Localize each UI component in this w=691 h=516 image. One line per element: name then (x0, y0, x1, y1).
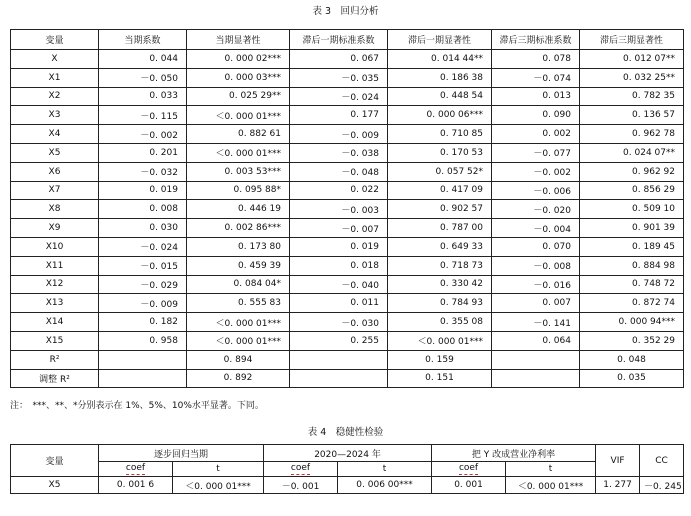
table-cell: 0. 057 52* (388, 162, 492, 181)
table4-sub-header: t (338, 462, 432, 477)
table-row (11, 143, 684, 162)
table-cell: 0. 151 (388, 369, 492, 388)
table-cell: 0. 002 86*** (187, 219, 290, 238)
table-cell: 0. 330 42 (388, 275, 492, 294)
table4-sub-header: t (173, 462, 264, 477)
column-header: 滞后一期标准系数 (290, 30, 388, 50)
table-cell: 0. 173 80 (187, 237, 290, 256)
table-cell: 0. 892 (187, 369, 290, 388)
table4-group-header: 把 Y 改成营业净利率 (432, 445, 596, 462)
table-cell: 0. 002 (492, 125, 580, 144)
table-cell: －0. 002 (492, 162, 580, 181)
table-cell: 0. 649 33 (388, 237, 492, 256)
table-cell (290, 369, 388, 388)
table-cell: ＜0. 000 01*** (173, 477, 264, 494)
table-cell: 0. 000 03*** (187, 68, 290, 87)
table-cell: 0. 019 (290, 237, 388, 256)
table-cell: －0. 004 (492, 219, 580, 238)
variable-name: X14 (11, 313, 99, 332)
table-cell: ＜0. 000 01*** (187, 143, 290, 162)
fit-row (11, 369, 684, 388)
table-cell: 0. 962 92 (580, 162, 684, 181)
fit-label: R² (11, 350, 99, 369)
table-cell: －0. 006 (492, 181, 580, 200)
table-cell: 0. 872 74 (580, 294, 684, 313)
table-cell: 0. 001 (432, 477, 506, 494)
column-header: 滞后一期显著性 (388, 30, 492, 50)
table-cell: 0. 509 10 (580, 200, 684, 219)
table-cell: －0. 007 (290, 219, 388, 238)
table-cell: 0. 446 19 (187, 200, 290, 219)
table-cell: 0. 000 94*** (580, 313, 684, 332)
variable-name: X15 (11, 331, 99, 350)
table-row (11, 237, 684, 256)
table-cell: 0. 159 (388, 350, 492, 369)
table-cell: 0. 024 07** (580, 143, 684, 162)
table-cell: 0. 355 08 (388, 313, 492, 332)
table-cell: 0. 044 (99, 50, 187, 69)
table-cell: 0. 882 61 (187, 125, 290, 144)
table-cell: 0. 902 57 (388, 200, 492, 219)
table-cell: －0. 009 (99, 294, 187, 313)
table-cell: 0. 255 (290, 331, 388, 350)
table-cell (99, 369, 187, 388)
table4-row (11, 477, 684, 494)
table-cell: －0. 141 (492, 313, 580, 332)
variable-name: X7 (11, 181, 99, 200)
table4-caption: 表 4 稳健性检验 (307, 427, 384, 438)
table-cell: －0. 032 (99, 162, 187, 181)
table3-caption: 表 3 回归分析 (312, 6, 379, 17)
table-row (11, 219, 684, 238)
table-cell: 0. 901 39 (580, 219, 684, 238)
table4-sub-header: t (506, 462, 596, 477)
table-cell: 0. 182 (99, 313, 187, 332)
table-cell: ＜0. 000 01*** (506, 477, 596, 494)
table-cell: 0. 064 (492, 331, 580, 350)
robustness-table (10, 444, 684, 494)
column-header: 当期显著性 (187, 30, 290, 50)
table-cell: 0. 022 (290, 181, 388, 200)
table-cell: 0. 894 (187, 350, 290, 369)
table-cell: －0. 001 (264, 477, 338, 494)
table-cell: －0. 245 (640, 477, 684, 494)
table-cell: 0. 018 (290, 256, 388, 275)
table-cell: 0. 006 00*** (338, 477, 432, 494)
table-cell: 0. 884 98 (580, 256, 684, 275)
table-row (11, 275, 684, 294)
table-cell: 0. 748 72 (580, 275, 684, 294)
table-row (11, 68, 684, 87)
table-cell: 0. 136 57 (580, 106, 684, 125)
table-cell: －0. 035 (290, 68, 388, 87)
variable-name: X6 (11, 162, 99, 181)
table-cell: 0. 718 73 (388, 256, 492, 275)
variable-name: X4 (11, 125, 99, 144)
table-cell: 0. 067 (290, 50, 388, 69)
table-cell: 0. 090 (492, 106, 580, 125)
table-cell: －0. 015 (99, 256, 187, 275)
column-header: 滞后三期显著性 (580, 30, 684, 50)
table-cell: ＜0. 000 01*** (187, 331, 290, 350)
table4-cc-header: CC (640, 445, 684, 477)
table-row (11, 294, 684, 313)
table-cell: －0. 003 (290, 200, 388, 219)
table-cell: －0. 024 (99, 237, 187, 256)
table-cell: 0. 084 04* (187, 275, 290, 294)
variable-name: X3 (11, 106, 99, 125)
column-header: 当期系数 (99, 30, 187, 50)
table-cell: 0. 048 (580, 350, 684, 369)
table-cell: 0. 189 45 (580, 237, 684, 256)
regression-table (10, 29, 684, 388)
table-cell (290, 350, 388, 369)
table-cell: 0. 008 (99, 200, 187, 219)
table-cell: 0. 070 (492, 237, 580, 256)
variable-name: X2 (11, 87, 99, 106)
column-header: 变量 (11, 30, 99, 50)
table-cell: 0. 459 39 (187, 256, 290, 275)
table-cell: 0. 787 00 (388, 219, 492, 238)
column-header: 滞后三期标准系数 (492, 30, 580, 50)
table-cell: －0. 008 (492, 256, 580, 275)
significance-note: 注： ***、**、*分别表示在 1%、5%、10%水平显著。下同。 (10, 401, 264, 411)
table-row (11, 313, 684, 332)
variable-name: X10 (11, 237, 99, 256)
table-cell: 1. 277 (596, 477, 640, 494)
table4-vif-header: VIF (596, 445, 640, 477)
table-cell: 0. 001 6 (99, 477, 173, 494)
table-cell: 0. 962 78 (580, 125, 684, 144)
variable-name: X8 (11, 200, 99, 219)
table-cell: 0. 201 (99, 143, 187, 162)
table-row (11, 87, 684, 106)
table-cell: －0. 009 (290, 125, 388, 144)
table-cell: 0. 003 53*** (187, 162, 290, 181)
table4-group-header: 2020—2024 年 (264, 445, 432, 462)
variable-name: X9 (11, 219, 99, 238)
table-row (11, 331, 684, 350)
variable-name: X12 (11, 275, 99, 294)
table-cell: 0. 710 85 (388, 125, 492, 144)
table-cell (492, 350, 580, 369)
table-cell: 0. 555 83 (187, 294, 290, 313)
table-cell (99, 350, 187, 369)
variable-name: X13 (11, 294, 99, 313)
table-row (11, 162, 684, 181)
table-cell: 0. 784 93 (388, 294, 492, 313)
table-row (11, 125, 684, 144)
table4-sub-header: coef (264, 462, 338, 477)
table-cell: －0. 050 (99, 68, 187, 87)
table-cell: 0. 019 (99, 181, 187, 200)
table-cell: ＜0. 000 01*** (187, 106, 290, 125)
fit-row (11, 350, 684, 369)
table-cell: －0. 048 (290, 162, 388, 181)
table-cell: 0. 030 (99, 219, 187, 238)
table-row (11, 50, 684, 69)
table-cell: 0. 014 44** (388, 50, 492, 69)
table-cell: －0. 077 (492, 143, 580, 162)
table-cell: 0. 782 35 (580, 87, 684, 106)
table-cell: －0. 016 (492, 275, 580, 294)
table4-sub-header: coef (99, 462, 173, 477)
table-cell: 0. 033 (99, 87, 187, 106)
table-cell: －0. 038 (290, 143, 388, 162)
table-cell: ＜0. 000 01*** (388, 331, 492, 350)
table-row (11, 181, 684, 200)
table4-sub-header: coef (432, 462, 506, 477)
variable-name: X (11, 50, 99, 69)
variable-name: X5 (11, 143, 99, 162)
table-cell: 0. 958 (99, 331, 187, 350)
table-cell: 0. 000 06*** (388, 106, 492, 125)
table-cell: 0. 007 (492, 294, 580, 313)
table-row (11, 200, 684, 219)
table-cell: 0. 013 (492, 87, 580, 106)
table4-group-header: 逐步回归当期 (99, 445, 264, 462)
table-cell: －0. 074 (492, 68, 580, 87)
table-row (11, 106, 684, 125)
table-cell: 0. 170 53 (388, 143, 492, 162)
table-cell: 0. 035 (580, 369, 684, 388)
table-cell: 0. 095 88* (187, 181, 290, 200)
fit-label: 调整 R² (11, 369, 99, 388)
table-cell: 0. 078 (492, 50, 580, 69)
table-cell (492, 369, 580, 388)
table4-var-header: 变量 (11, 445, 99, 477)
table-cell: 0. 011 (290, 294, 388, 313)
table3-header-row (11, 30, 684, 50)
table-cell: X5 (11, 477, 99, 494)
table-cell: 0. 032 25** (580, 68, 684, 87)
table-cell: 0. 025 29** (187, 87, 290, 106)
table-cell: －0. 002 (99, 125, 187, 144)
table-cell: 0. 856 29 (580, 181, 684, 200)
variable-name: X11 (11, 256, 99, 275)
table-cell: 0. 012 07** (580, 50, 684, 69)
table-cell: －0. 115 (99, 106, 187, 125)
table-cell: 0. 000 02*** (187, 50, 290, 69)
table-cell: －0. 040 (290, 275, 388, 294)
table-cell: 0. 417 09 (388, 181, 492, 200)
table-cell: 0. 177 (290, 106, 388, 125)
table-row (11, 256, 684, 275)
table-cell: 0. 186 38 (388, 68, 492, 87)
table-cell: －0. 020 (492, 200, 580, 219)
table-cell: 0. 352 29 (580, 331, 684, 350)
variable-name: X1 (11, 68, 99, 87)
table-cell: 0. 448 54 (388, 87, 492, 106)
table-cell: －0. 029 (99, 275, 187, 294)
table-cell: ＜0. 000 01*** (187, 313, 290, 332)
table-cell: －0. 030 (290, 313, 388, 332)
table-cell: －0. 024 (290, 87, 388, 106)
